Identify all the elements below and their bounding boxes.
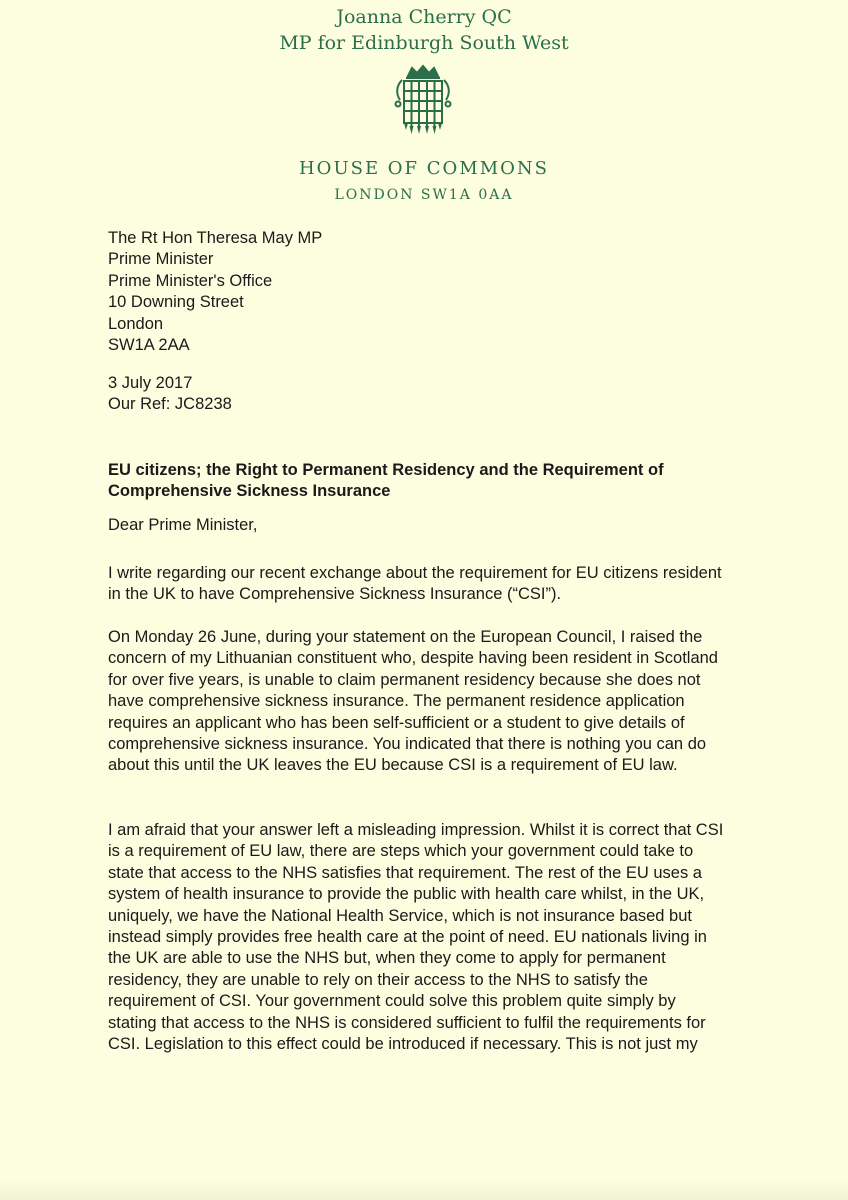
subject-heading bbox=[108, 460, 748, 503]
paragraph-line: is a requirement of EU law, there are steps which your government could take to bbox=[108, 842, 694, 861]
letter-date: 3 July 2017 bbox=[108, 374, 193, 392]
date-block bbox=[108, 373, 748, 416]
paragraph-line: requirement of CSI. Your government could solve this problem quite simply by bbox=[108, 992, 676, 1011]
paragraph-line: stating that access to the NHS is considered sufficient to fulfil the requirements for bbox=[108, 1013, 706, 1032]
constituency: MP for Edinburgh South West bbox=[279, 32, 569, 54]
paragraph-line: requires an applicant who has been self-sufficient or a student to give details of bbox=[108, 713, 685, 732]
paragraph-line: residency, they are unable to rely on their access to the NHS to satisfy the bbox=[108, 970, 648, 989]
address-line: Prime Minister bbox=[108, 250, 214, 269]
paragraph-line: in the UK to have Comprehensive Sickness Insurance (“CSI”). bbox=[108, 585, 562, 604]
address-line: SW1A 2AA bbox=[108, 336, 190, 355]
paragraph-line: about this until the UK leaves the EU because CSI is a requirement of EU law. bbox=[108, 756, 678, 775]
paragraph-line: state that access to the NHS satisfies that requirement. The rest of the EU uses a bbox=[108, 863, 702, 882]
page-bottom-shadow bbox=[0, 1180, 848, 1200]
paragraph bbox=[108, 820, 748, 1055]
subject-line: Comprehensive Sickness Insurance bbox=[108, 482, 391, 501]
paragraph-line: uniquely, we have the National Health Service, which is not insurance based but bbox=[108, 906, 692, 925]
paragraph-line: CSI. Legislation to this effect could be introduced if necessary. This is not just my bbox=[108, 1035, 698, 1054]
house-address: LONDON SW1A 0AA bbox=[334, 187, 514, 203]
address-line: London bbox=[108, 314, 164, 333]
paragraph-line: On Monday 26 June, during your statement on the European Council, I raised the bbox=[108, 628, 703, 646]
paragraph-line: have comprehensive sickness insurance. The permanent residence application bbox=[108, 692, 685, 711]
paragraph-line: instead simply provides free health care at the point of need. EU nationals living in bbox=[108, 928, 707, 947]
recipient-address bbox=[108, 228, 748, 356]
paragraph bbox=[108, 563, 748, 606]
subject-line: EU citizens; the Right to Permanent Residency and the Requirement of bbox=[108, 461, 664, 479]
portcullis-icon bbox=[392, 64, 454, 136]
paragraph-line: I am afraid that your answer left a misleading impression. Whilst it is correct that CSI bbox=[108, 821, 724, 839]
house-of-commons-heading: HOUSE OF COMMONS bbox=[298, 158, 549, 179]
mp-name: Joanna Cherry QC bbox=[336, 6, 512, 28]
paragraph-line: I write regarding our recent exchange about the requirement for EU citizens resident bbox=[108, 564, 722, 582]
address-line: 10 Downing Street bbox=[108, 293, 244, 312]
paragraph-line: system of health insurance to provide the public with health care whilst, in the UK, bbox=[108, 885, 705, 904]
paragraph-line: the UK are able to use the NHS but, when they come to apply for permanent bbox=[108, 949, 666, 968]
salutation: Dear Prime Minister, bbox=[108, 516, 258, 534]
paragraph-line: comprehensive sickness insurance. You indicated that there is nothing you can do bbox=[108, 735, 707, 754]
paragraph-line: for over five years, is unable to claim permanent residency because she does not bbox=[108, 670, 701, 689]
address-line: The Rt Hon Theresa May MP bbox=[108, 229, 323, 247]
paragraph-line: concern of my Lithuanian constituent who, despite having been resident in Scotland bbox=[108, 649, 718, 668]
paragraph bbox=[108, 627, 748, 777]
address-line: Prime Minister's Office bbox=[108, 271, 273, 290]
reference-number: Our Ref: JC8238 bbox=[108, 395, 232, 414]
